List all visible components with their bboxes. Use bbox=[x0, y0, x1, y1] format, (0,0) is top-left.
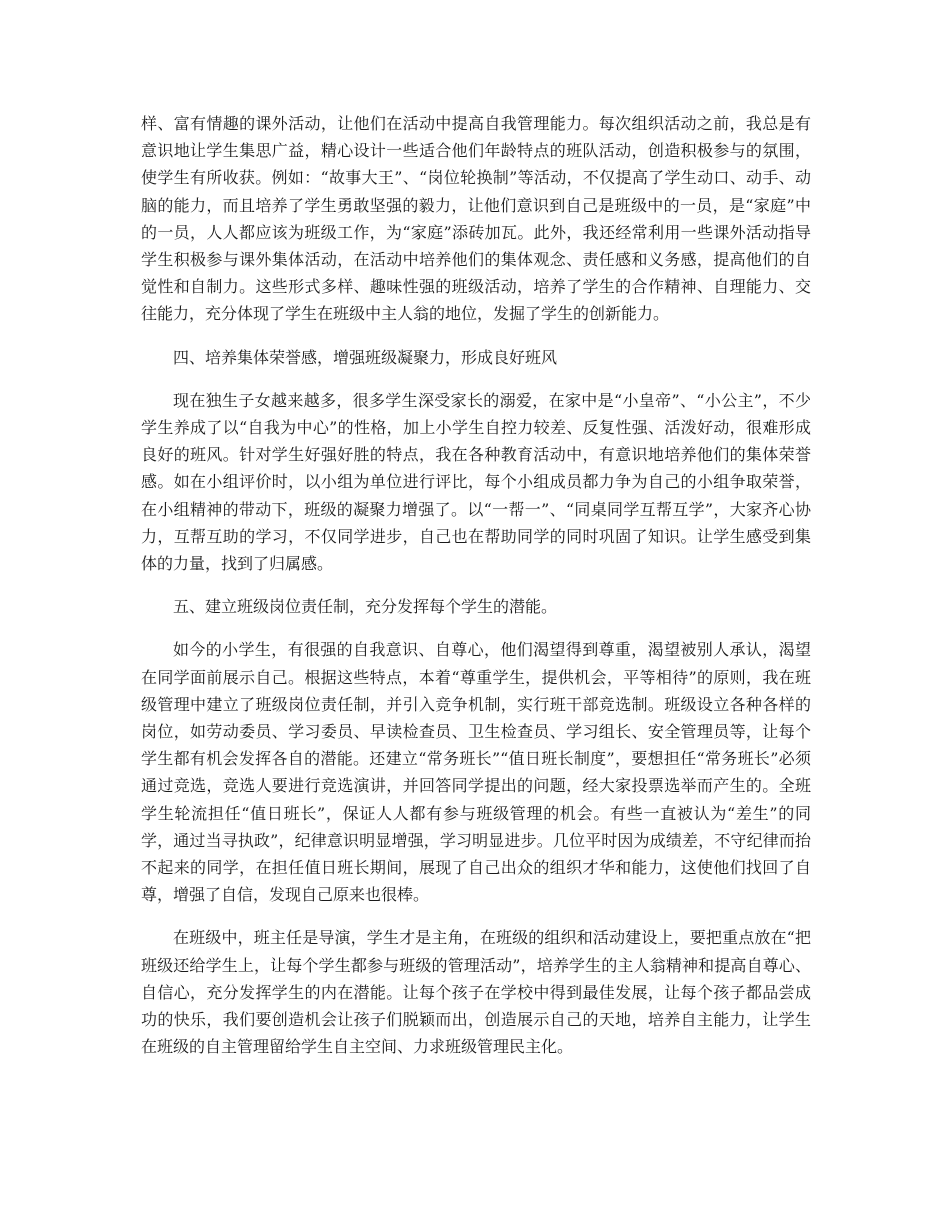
paragraph-post-responsibility: 如今的小学生，有很强的自我意识、自尊心，他们渴望得到尊重，渴望被别人承认，渴望在同学面前展示自己。根据这些特点，本着“尊重学生，提供机会，平等相待”的原则，我在班级管理中建立了班级岗位责任制，并引入竞争机制，实行班干部竞选制。班级设立各种各样的岗位，如劳动委员、学习委员、早读检查员、卫生检查员、学习组长、安全管理员等，让每个学生都有机会发挥各自的潜能。还建立“常务班长”“值日班长制度”，要想担任“常务班长”必须通过竞选，竞选人要进行竞选演讲，并回答同学提出的问题，经大家投票选举而产生的。全班学生轮流担任“值日班长”，保证人人都有参与班级管理的机会。有些一直被认为“差生”的同学，通过当寻执政”，纪律意识明显增强，学习明显进步。几位平时因为成绩差，不守纪律而抬不起来的同学，在担任值日班长期间，展现了自己出众的组织才华和能力，这使他们找回了自尊，增强了自信，发现自己原来也很棒。 bbox=[141, 640, 811, 905]
paragraph-collective-honor: 现在独生子女越来越多，很多学生深受家长的溺爱，在家中是“小皇帝”、“小公主”，不少学生养成了以“自我为中心”的性格，加上小学生自控力较差、反复性强、活泼好动，很难形成良好的班风。针对学生好强好胜的特点，我在各种教育活动中，有意识地培养他们的集体荣誉感。如在小组评价时，以小组为单位进行评比，每个小组成员都力争为自己的小组争取荣誉，在小组精神的带动下，班级的凝聚力增强了。以“一帮一”、“同桌同学互帮互学”，大家齐心协力，互帮互助的学习，不仅同学进步，自己也在帮助同学的同时巩固了知识。让学生感受到集体的力量，找到了归属感。 bbox=[141, 390, 811, 574]
section-heading-post-responsibility: 五、建立班级岗位责任制，充分发挥每个学生的潜能。 bbox=[173, 597, 558, 617]
paragraph-activities-continued: 样、富有情趣的课外活动，让他们在活动中提高自我管理能力。每次组织活动之前，我总是有意识地让学生集思广益，精心设计一些适合他们年龄特点的班队活动，创造积极参与的氛围，使学生有所收获。例如：“故事大王”、“岗位轮换制”等活动，不仅提高了学生动口、动手、动脑的能力，而且培养了学生勇敢坚强的毅力，让他们意识到自己是班级中的一员，是“家庭”中的一员，人人都应该为班级工作，为“家庭”添砖加瓦。此外，我还经常利用一些课外活动指导学生积极参与课外集体活动，在活动中培养他们的集体观念、责任感和义务感，提高他们的自觉性和自制力。这些形式多样、趣味性强的班级活动，培养了学生的合作精神、自理能力、交往能力，充分体现了学生在班级中主人翁的地位，发掘了学生的创新能力。 bbox=[141, 114, 811, 324]
document-page bbox=[141, 110, 811, 1077]
section-heading-collective-honor: 四、培养集体荣誉感，增强班级凝聚力，形成良好班风 bbox=[173, 347, 558, 367]
paragraph-conclusion: 在班级中，班主任是导演，学生才是主角，在班级的组织和活动建设上，要把重点放在“把班级还给学生上，让每个学生都参与班级的管理活动”，培养学生的主人翁精神和提高自尊心、自信心，充分发挥学生的内在潜能。让每个孩子在学校中得到最佳发展，让每个孩子都品尝成功的快乐，我们要创造机会让孩子们脱颖而出，创造展示自己的天地，培养自主能力，让学生在班级的自主管理留给学生自主空间、力求班级管理民主化。 bbox=[141, 928, 811, 1057]
